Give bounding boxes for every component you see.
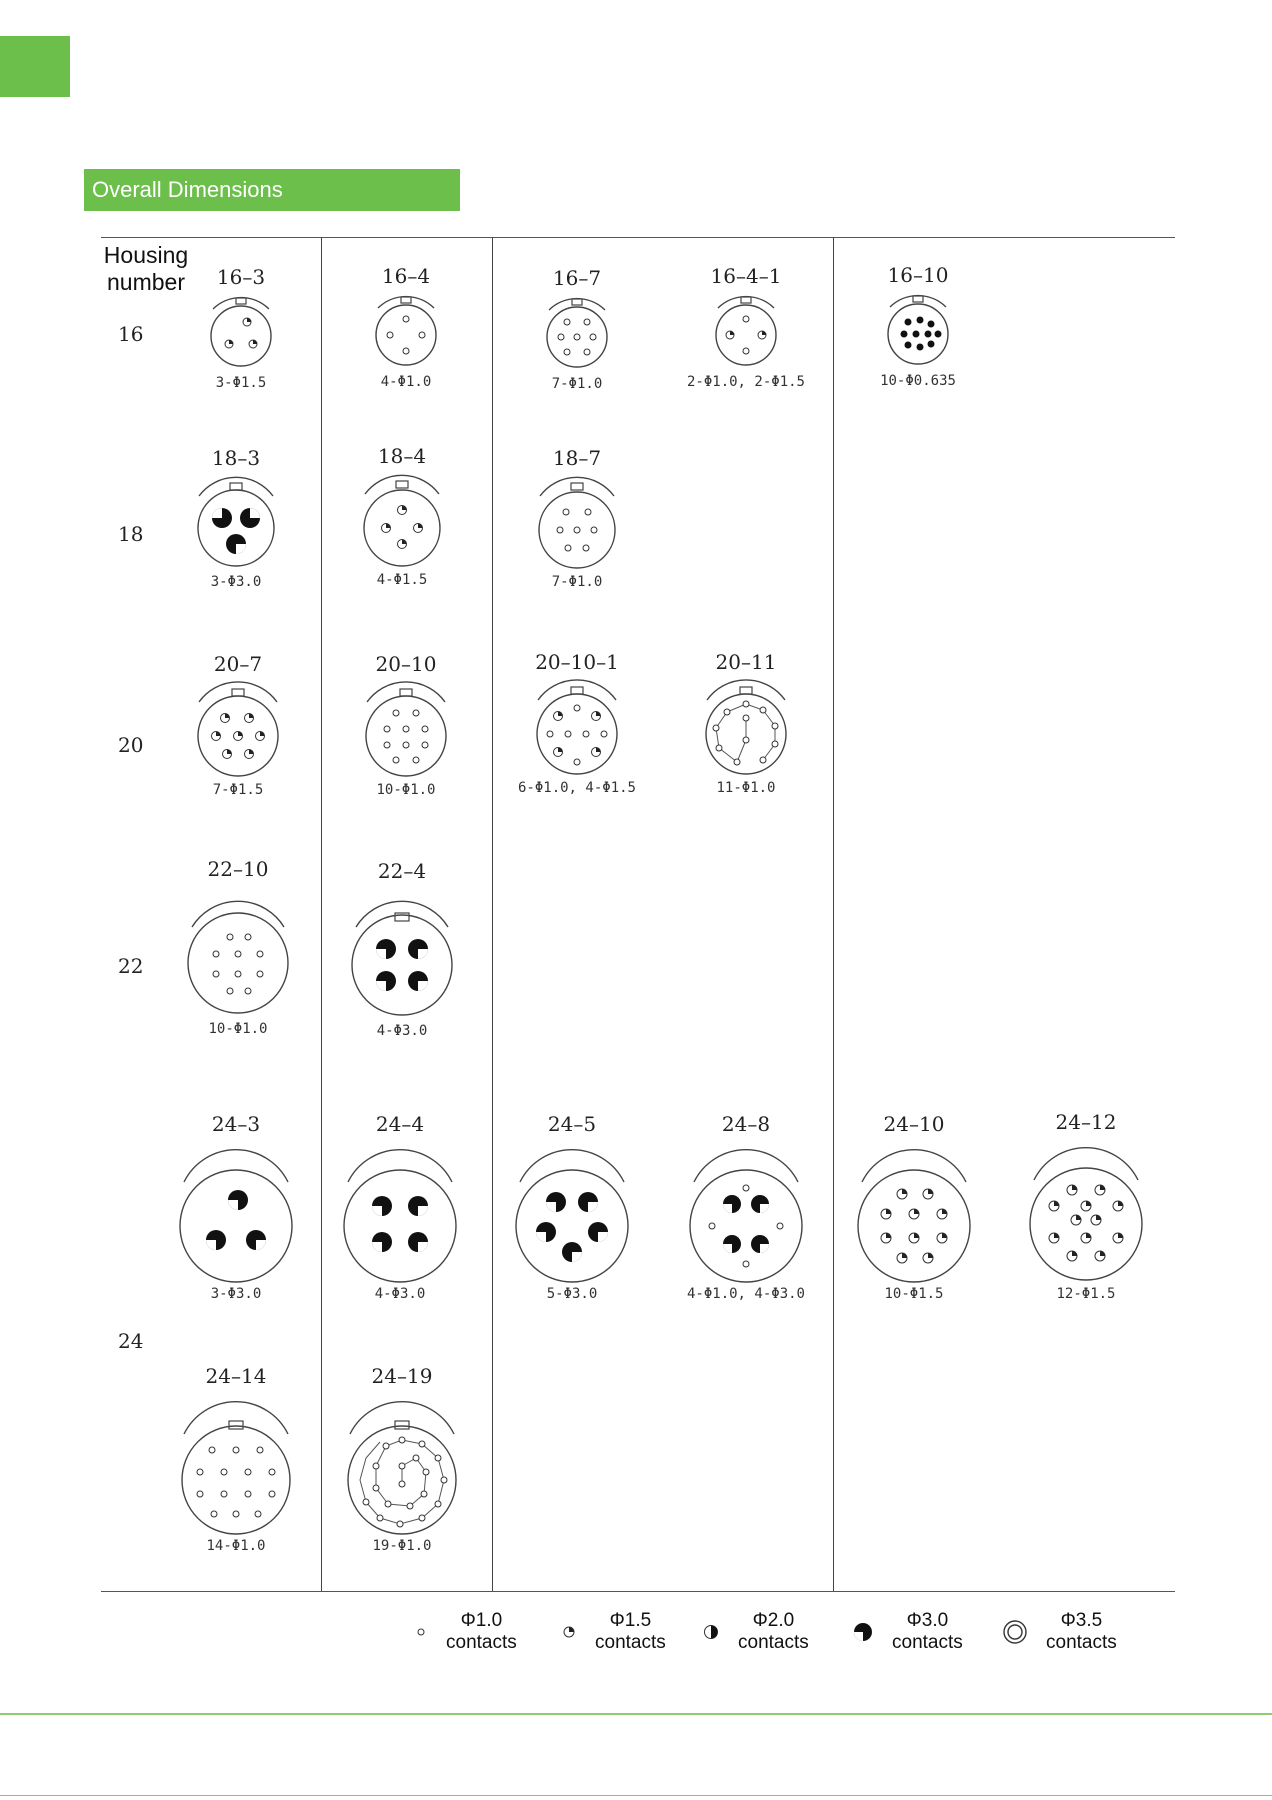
connector-spec: 10-Φ0.635 — [880, 373, 956, 389]
connector-spec: 10-Φ1.0 — [376, 782, 436, 798]
connector-code: 24–12 — [1055, 1110, 1117, 1134]
connector-18-3 — [156, 446, 316, 590]
contact-2-0-icon — [702, 1623, 720, 1641]
connector-18-7-drawing — [522, 470, 632, 574]
connector-24-3-drawing — [174, 1136, 298, 1286]
connector-20-10 — [326, 652, 486, 798]
connector-spec: 7-Φ1.0 — [551, 574, 603, 590]
connector-spec: 4-Φ1.0 — [380, 374, 432, 390]
connector-code: 16–7 — [552, 266, 602, 290]
connector-24-4-drawing — [338, 1136, 462, 1286]
connector-spec: 3-Φ3.0 — [210, 1286, 262, 1302]
connector-spec: 5-Φ3.0 — [546, 1286, 598, 1302]
connector-16-4 — [326, 264, 486, 390]
contact-1-5-icon — [561, 1624, 577, 1640]
footer-rule — [0, 1713, 1272, 1715]
row-label-22: 22 — [118, 954, 144, 978]
connector-code: 20–7 — [213, 652, 263, 676]
connector-24-5-drawing — [510, 1136, 634, 1286]
connector-spec: 7-Φ1.0 — [551, 376, 603, 392]
section-title: Overall Dimensions — [84, 169, 460, 211]
connector-22-10-drawing — [180, 881, 296, 1021]
connector-spec: 4-Φ1.0, 4-Φ3.0 — [686, 1286, 805, 1302]
connector-16-7-drawing — [527, 290, 627, 376]
connector-code: 16–10 — [887, 263, 949, 287]
connector-24-8 — [666, 1112, 826, 1302]
connector-code: 24–10 — [883, 1112, 945, 1136]
connector-24-14 — [156, 1364, 316, 1554]
connector-18-7 — [497, 446, 657, 590]
legend-text: Φ1.5 contacts — [595, 1610, 666, 1653]
legend-item-3-5 — [1002, 1610, 1117, 1654]
connector-24-19-drawing — [340, 1388, 464, 1538]
column-divider-2 — [492, 237, 493, 1591]
legend-text: Φ3.5 contacts — [1046, 1610, 1117, 1653]
contact-1-0-icon — [414, 1625, 428, 1639]
legend-text: Φ3.0 contacts — [892, 1610, 963, 1653]
connector-18-3-drawing — [181, 470, 291, 574]
connector-code: 16–4 — [381, 264, 431, 288]
connector-spec: 7-Φ1.5 — [212, 782, 264, 798]
connector-24-4 — [320, 1112, 480, 1302]
legend-item-1-0 — [414, 1610, 517, 1654]
legend-item-3-0 — [852, 1610, 963, 1654]
connector-code: 16–3 — [216, 265, 266, 289]
connector-code: 20–10 — [375, 652, 437, 676]
connector-code: 24–14 — [205, 1364, 267, 1388]
connector-code: 20–11 — [715, 650, 777, 674]
table-top-border — [101, 237, 1175, 238]
connector-code: 20–10–1 — [535, 650, 619, 674]
connector-24-12-drawing — [1024, 1134, 1148, 1286]
connector-20-10-1 — [497, 650, 657, 796]
connector-24-14-drawing — [174, 1388, 298, 1538]
connector-18-4-drawing — [347, 468, 457, 572]
connector-code: 22–10 — [207, 857, 269, 881]
connector-code: 22–4 — [377, 859, 427, 883]
connector-code: 24–19 — [371, 1364, 433, 1388]
connector-16-3-drawing — [191, 289, 291, 375]
housing-number-header: Housing number — [103, 242, 189, 295]
legend-text: Φ1.0 contacts — [446, 1610, 517, 1653]
connector-spec: 12-Φ1.5 — [1056, 1286, 1116, 1302]
legend-text: Φ2.0 contacts — [738, 1610, 809, 1653]
connector-code: 16–4–1 — [710, 264, 782, 288]
connector-16-10 — [838, 263, 998, 389]
column-divider-3 — [833, 237, 834, 1591]
connector-code: 18–3 — [211, 446, 261, 470]
connector-24-8-drawing — [684, 1136, 808, 1286]
connector-22-4 — [322, 859, 482, 1039]
contact-3-5-icon — [1002, 1619, 1028, 1645]
connector-code: 18–4 — [377, 444, 427, 468]
connector-20-10-1-drawing — [522, 674, 632, 780]
contact-3-0-icon — [852, 1621, 874, 1643]
connector-24-10-drawing — [852, 1136, 976, 1286]
connector-16-4-drawing — [356, 288, 456, 374]
connector-spec: 4-Φ1.5 — [376, 572, 428, 588]
row-label-24: 24 — [118, 1329, 144, 1353]
legend-item-1-5 — [561, 1610, 666, 1654]
table-bottom-border — [101, 1591, 1175, 1592]
corner-tab — [0, 36, 70, 97]
connector-20-7-drawing — [183, 676, 293, 782]
connector-spec: 3-Φ3.0 — [210, 574, 262, 590]
connector-24-5 — [492, 1112, 652, 1302]
legend-item-2-0 — [702, 1610, 809, 1654]
connector-20-11 — [666, 650, 826, 796]
connector-code: 24–5 — [547, 1112, 597, 1136]
connector-spec: 3-Φ1.5 — [215, 375, 267, 391]
connector-spec: 10-Φ1.0 — [208, 1021, 268, 1037]
connector-16-4-1-drawing — [696, 288, 796, 374]
connector-spec: 14-Φ1.0 — [206, 1538, 266, 1554]
connector-code: 24–8 — [721, 1112, 771, 1136]
connector-spec: 4-Φ3.0 — [374, 1286, 426, 1302]
connector-code: 18–7 — [552, 446, 602, 470]
row-label-20: 20 — [118, 733, 144, 757]
row-label-18: 18 — [118, 522, 144, 546]
connector-spec: 11-Φ1.0 — [716, 780, 776, 796]
connector-24-12 — [1006, 1110, 1166, 1302]
connector-spec: 2-Φ1.0, 2-Φ1.5 — [686, 374, 805, 390]
connector-code: 24–4 — [375, 1112, 425, 1136]
connector-spec: 6-Φ1.0, 4-Φ1.5 — [517, 780, 636, 796]
connector-spec: 4-Φ3.0 — [376, 1023, 428, 1039]
connector-spec: 19-Φ1.0 — [372, 1538, 432, 1554]
connector-20-11-drawing — [691, 674, 801, 780]
connector-16-10-drawing — [868, 287, 968, 373]
connector-16-3 — [161, 265, 321, 391]
bottom-rule — [0, 1795, 1272, 1796]
connector-20-7 — [158, 652, 318, 798]
connector-22-10 — [158, 857, 318, 1037]
connector-18-4 — [322, 444, 482, 588]
connector-code: 24–3 — [211, 1112, 261, 1136]
connector-spec: 10-Φ1.5 — [884, 1286, 944, 1302]
connector-20-10-drawing — [351, 676, 461, 782]
connector-24-3 — [156, 1112, 316, 1302]
row-label-16: 16 — [118, 322, 144, 346]
connector-16-4-1 — [666, 264, 826, 390]
connector-16-7 — [497, 266, 657, 392]
connector-22-4-drawing — [342, 883, 462, 1023]
connector-24-10 — [834, 1112, 994, 1302]
connector-24-19 — [322, 1364, 482, 1554]
